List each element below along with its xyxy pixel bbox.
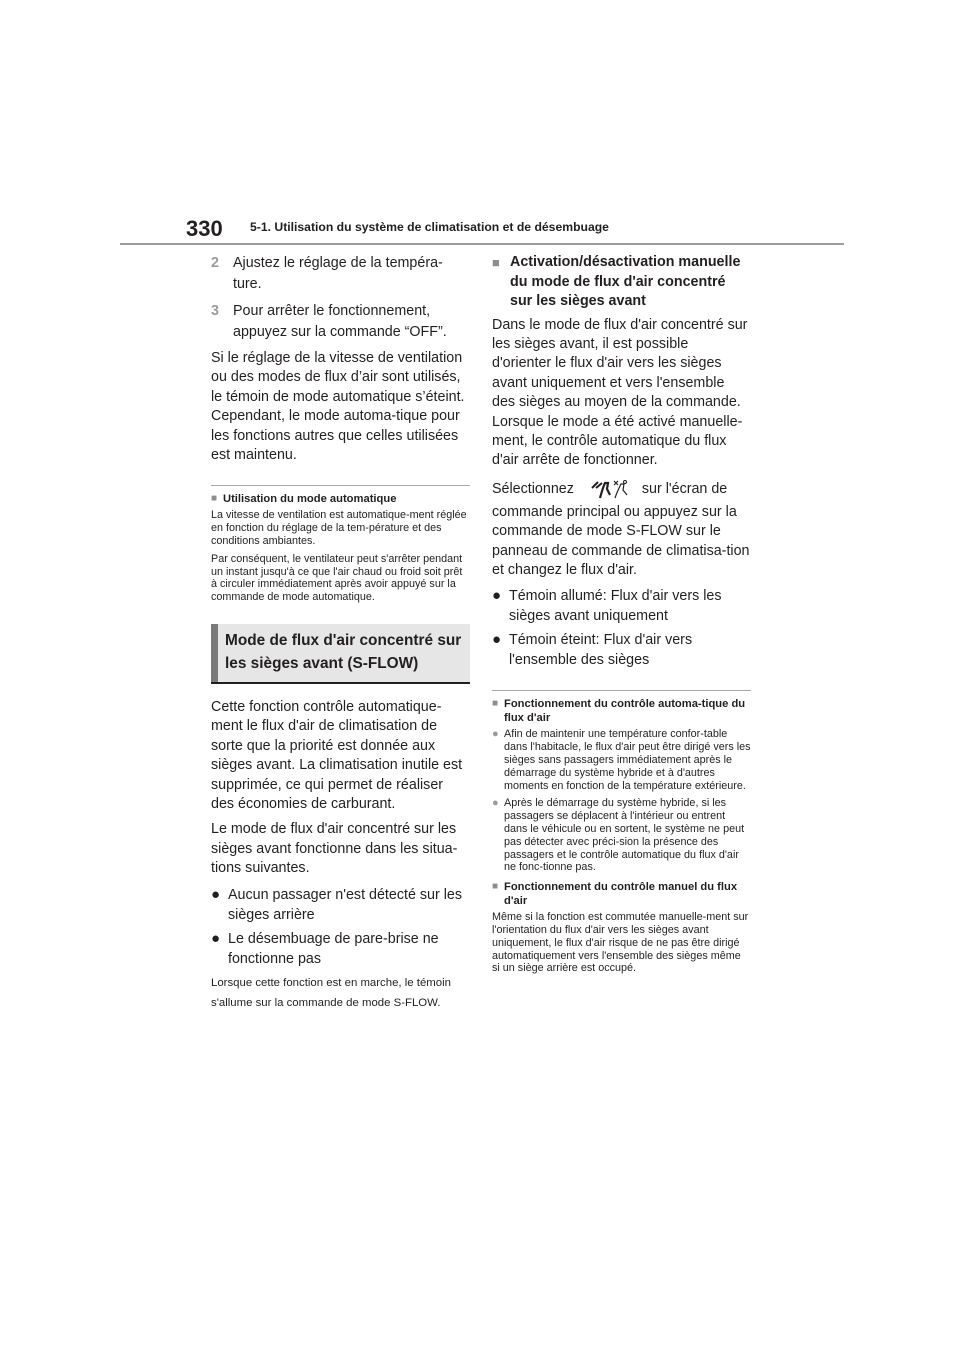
left-column (211, 253, 470, 1014)
note-heading (211, 492, 470, 506)
section-heading: Mode de flux d'air concentré sur les sièges avant (S-FLOW) (225, 632, 462, 673)
section-heading-box (211, 624, 470, 684)
step-3 (211, 301, 470, 343)
paragraph: commande principal ou appuyez sur la commande de mode S-FLOW sur le panneau de commande de climatisa-tion et changez le flux d'air. (492, 503, 750, 578)
select-text-after: sur l'écran de (641, 480, 728, 497)
sub-heading (492, 253, 751, 312)
square-bullet-icon: ■ (492, 881, 499, 893)
list-item (211, 885, 470, 925)
step-text: Ajustez le réglage de la tempéra-ture. (233, 255, 443, 292)
note-divider (211, 485, 470, 486)
note-list-text: Afin de maintenir une température confor-table dans l'habitacle, le flux d'air peut être dirigé vers les sièges sans passagers immédiatement après le démarrage du système hybride et à d'autres moments en fonction de la température extérieure. (504, 728, 751, 792)
heading-accent-bar (211, 624, 218, 682)
step-2 (211, 253, 470, 295)
bullet-icon: ● (492, 797, 499, 810)
bullet-icon: ● (492, 631, 502, 649)
s-flow-icon (588, 477, 632, 501)
note-paragraph: Par conséquent, le ventilateur peut s'arrêter pendant un instant jusqu'à ce que l'air chaud ou froid soit prêt à circuler immédiatement après avoir appuyé sur la commande de mode automatique. (211, 552, 463, 604)
note-heading (492, 880, 751, 908)
note-list-item (492, 728, 751, 792)
step-number: 2 (211, 255, 219, 271)
bullet-icon: ● (492, 587, 502, 605)
note-heading-text: Fonctionnement du contrôle automa-tique du flux d'air (504, 698, 746, 725)
list-item (492, 586, 751, 626)
paragraph: Le mode de flux d'air concentré sur les sièges avant fonctionne dans les situa-tions suivantes. (211, 821, 458, 877)
list-item-text: Le désembuage de pare-brise ne fonctionne pas (228, 930, 439, 967)
note-heading-text: Fonctionnement du contrôle manuel du flux d'air (504, 881, 738, 908)
list-item (492, 630, 751, 670)
list-item-text: Aucun passager n'est détecté sur les sièges arrière (228, 886, 462, 923)
note-heading-text: Utilisation du mode automatique (223, 493, 397, 506)
select-text-before: Sélectionnez (492, 480, 574, 497)
list-item-text: Témoin éteint: Flux d'air vers l'ensemble des sièges (509, 632, 693, 669)
bullet-icon: ● (211, 929, 221, 947)
step-text: Pour arrêter le fonctionnement, appuyez sur la commande “OFF”. (233, 303, 447, 340)
note-heading (492, 697, 751, 725)
note-paragraph: La vitesse de ventilation est automatique-ment réglée en fonction du réglage de la tem-pérature et des conditions ambiantes. (211, 509, 467, 548)
paragraph: Cette fonction contrôle automatique-ment le flux d'air de climatisation de sorte que la priorité est donnée aux sièges avant. La climatisation inutile est supprimée, ce qui permet de réaliser des économies de carburant. (211, 699, 463, 813)
step-number: 3 (211, 303, 219, 319)
note-list-item (492, 797, 751, 874)
paragraph: Si le réglage de la vitesse de ventilation ou des modes de flux d’air sont utilisés, le témoin de mode automatique s’éteint. Cependant, le mode automa-tique pour les fonctions autres que celles utilisées est maintenu. (211, 350, 465, 464)
paragraph: Dans le mode de flux d'air concentré sur les sièges avant, il est possible d'orienter le flux d'air vers les sièges avant uniquement et vers l'ensemble des sièges au moyen de la commande. Lorsque le mode a été activé manuelle-ment, le contrôle automatique du flux d'air arrête de fonctionner. (492, 316, 748, 469)
list-item-text: Témoin allumé: Flux d'air vers les sièges avant uniquement (509, 588, 722, 625)
right-column (492, 253, 751, 980)
list-item (211, 929, 470, 969)
square-bullet-icon: ■ (211, 493, 218, 505)
section-title: 5-1. Utilisation du système de climatisation et de désembuage (250, 220, 609, 234)
note-paragraph: Même si la fonction est commutée manuelle-ment sur l'orientation du flux d'air vers les sièges avant uniquement, le flux d'air risque de ne pas être dirigé automatiquement vers l'ensemble des sièges même si un siège arrière est occupé. (492, 911, 749, 975)
note-list-text: Après le démarrage du système hybride, si les passagers se déplacent à l'intérieur ou entrent dans le véhicule ou en sortent, le système ne peut pas détecter avec préci-sion la présence des passagers et le contrôle automatique du flux d'air ne fonc-tionne pas. (504, 797, 745, 874)
square-bullet-icon: ■ (492, 255, 500, 270)
small-paragraph: Lorsque cette fonction est en marche, le témoin s'allume sur la commande de mode S-FLOW. (211, 976, 451, 1010)
bullet-icon: ● (211, 885, 221, 903)
page-number: 330 (186, 216, 223, 241)
select-line (492, 477, 751, 501)
sub-heading-text: Activation/désactivation manuelle du mode de flux d'air concentré sur les sièges avant (510, 254, 741, 309)
square-bullet-icon: ■ (492, 698, 499, 710)
note-divider (492, 690, 751, 691)
bullet-icon: ● (492, 728, 499, 741)
header-divider (120, 243, 844, 245)
